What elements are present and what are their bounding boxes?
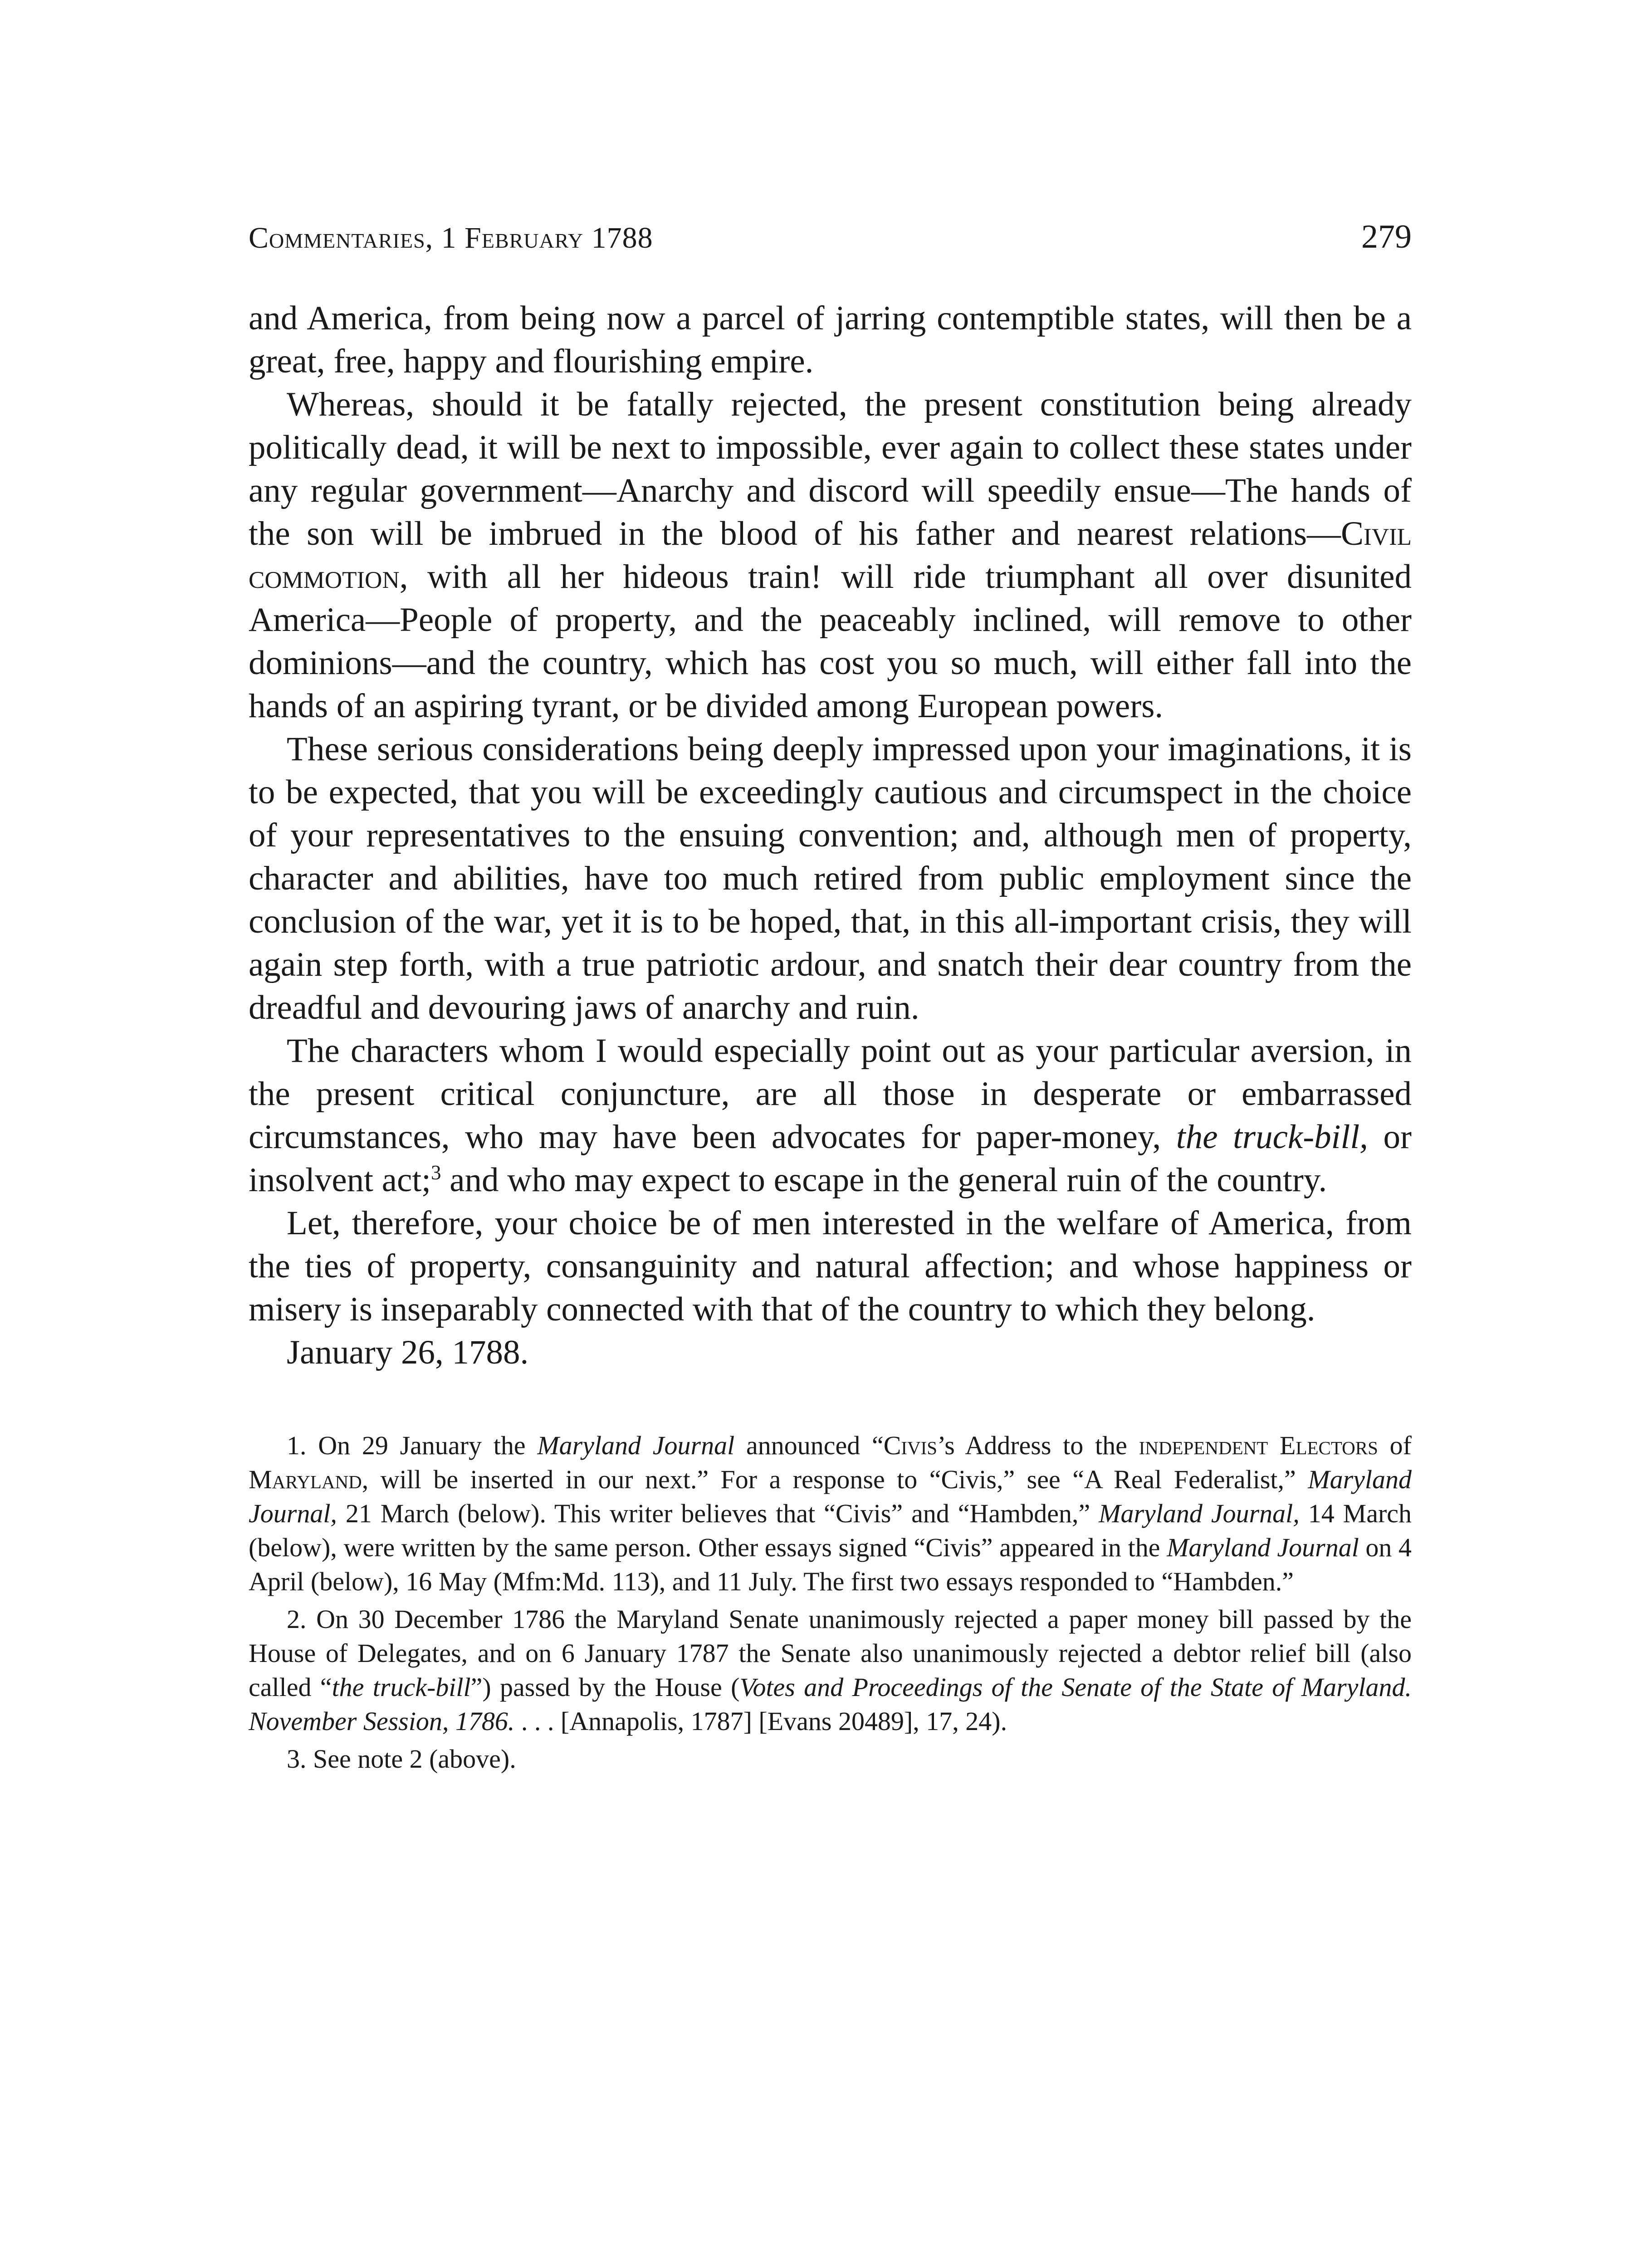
paragraph-4-text-b: or insolvent act; xyxy=(249,1118,1412,1199)
footnote-1-italic: Maryland Journal, xyxy=(249,1465,1412,1528)
truck-bill-italic: the truck-bill, xyxy=(1176,1118,1368,1156)
footnote-1-text: announced “ xyxy=(734,1431,884,1460)
footnote-2-italic: the truck-bill xyxy=(332,1672,471,1702)
paragraph-2 xyxy=(249,383,1412,728)
footnote-1-text: 21 March (below). This writer believes that “Civis” and “Hambden,” xyxy=(337,1499,1099,1528)
footnote-1 xyxy=(249,1428,1412,1598)
paragraph-3 xyxy=(249,728,1412,1029)
footnote-3 xyxy=(249,1742,1412,1776)
footnote-1-text: ’s Address to the xyxy=(937,1431,1139,1460)
footnotes xyxy=(249,1428,1412,1776)
footnote-2-italic: Votes and Proceedings of the Senate of the State of Maryland. November Session, 1786. xyxy=(249,1672,1412,1736)
footnote-ref-3[interactable]: 3 xyxy=(431,1161,441,1184)
footnote-1-text: on 4 April (below), 16 May (Mfm:Md. 113), and 11 July. The first two essays responded to “Hambden.” xyxy=(249,1533,1412,1596)
running-head-title: Commentaries, 1 February 1788 xyxy=(249,221,653,254)
footnote-2 xyxy=(249,1602,1412,1738)
paragraph-4-text-c: and who may expect to escape in the general ruin of the country. xyxy=(441,1161,1327,1199)
dateline xyxy=(249,1331,1412,1374)
civil-commotion-smallcaps: Civil commotion xyxy=(249,515,1412,596)
page-number: 279 xyxy=(1361,218,1412,255)
footnote-2-text: ”) passed by the House ( xyxy=(470,1672,740,1702)
footnote-3-text: 3. See note 2 (above). xyxy=(287,1744,516,1774)
footnote-1-smallcaps: Maryland xyxy=(249,1465,362,1494)
paragraph-4 xyxy=(249,1029,1412,1202)
paragraph-5 xyxy=(249,1202,1412,1331)
footnote-2-text: 2. On 30 December 1786 the Maryland Senate unanimously rejected a paper money bill passed by the House of Delegates, and on 6 January 1787 the Senate also unanimously rejected a debtor relief bill (also called “ xyxy=(249,1604,1412,1702)
document-page xyxy=(249,218,1412,1779)
dateline-text: January 26, 1788. xyxy=(287,1334,529,1371)
paragraph-2-text-b: , with all her hideous train! will ride triumphant all over disunited America—People of property, and the peaceably inclined, will remove to other dominions—and the country, which has cost you so much, will either fall into the hands of an aspiring tyrant, or be divided among European powers. xyxy=(249,558,1412,725)
footnote-2-text: . . . [Annapolis, 1787] [Evans 20489], 17, 24). xyxy=(514,1706,1007,1736)
footnote-1-italic: Maryland Journal, xyxy=(1099,1499,1300,1528)
paragraph-1-text: and America, from being now a parcel of jarring contemptible states, will then be a great, free, happy and flourishing empire. xyxy=(249,299,1412,380)
footnote-1-italic: Maryland Journal xyxy=(537,1431,735,1460)
running-head xyxy=(249,218,1412,277)
footnote-1-text: 1. On 29 January the xyxy=(287,1431,538,1460)
footnote-1-italic: Maryland Journal xyxy=(1167,1533,1359,1562)
paragraph-4-text-a: The characters whom I would especially point out as your particular aversion, in the present critical conjuncture, are all those in desperate or embarrassed circumstances, who may have been advocates for paper-money, xyxy=(249,1032,1412,1156)
main-text xyxy=(249,297,1412,1374)
paragraph-1 xyxy=(249,297,1412,383)
footnote-1-text: , will be inserted in our next.” For a response to “Civis,” see “A Real Federalist,” xyxy=(362,1465,1308,1494)
paragraph-3-text: These serious considerations being deeply impressed upon your imaginations, it is to be expected, that you will be exceedingly cautious and circumspect in the choice of your representatives to the ensuing convention; and, although men of property, character and abilities, have too much retired from public employment since the conclusion of the war, yet it is to be hoped, that, in this all-important crisis, they will again step forth, with a true patriotic ardour, and snatch their dear country from the dreadful and devouring jaws of anarchy and ruin. xyxy=(249,730,1412,1026)
footnote-1-smallcaps: independent Electors xyxy=(1139,1431,1378,1460)
footnote-1-smallcaps: Civis xyxy=(883,1431,938,1460)
footnote-1-text: 14 March (below), were written by the same person. Other essays signed “Civis” appeared in the xyxy=(249,1499,1412,1562)
paragraph-5-text: Let, therefore, your choice be of men interested in the welfare of America, from the ties of property, consanguinity and natural affection; and whose happiness or misery is inseparably connected with that of the country to which they belong. xyxy=(249,1204,1412,1328)
footnote-1-text: of xyxy=(1378,1431,1412,1460)
paragraph-2-text-a: Whereas, should it be fatally rejected, the present constitution being already politically dead, it will be next to impossible, ever again to collect these states under any regular government—Anarchy and discord will speedily ensue—The hands of the son will be imbrued in the blood of his father and nearest relations— xyxy=(249,386,1412,552)
